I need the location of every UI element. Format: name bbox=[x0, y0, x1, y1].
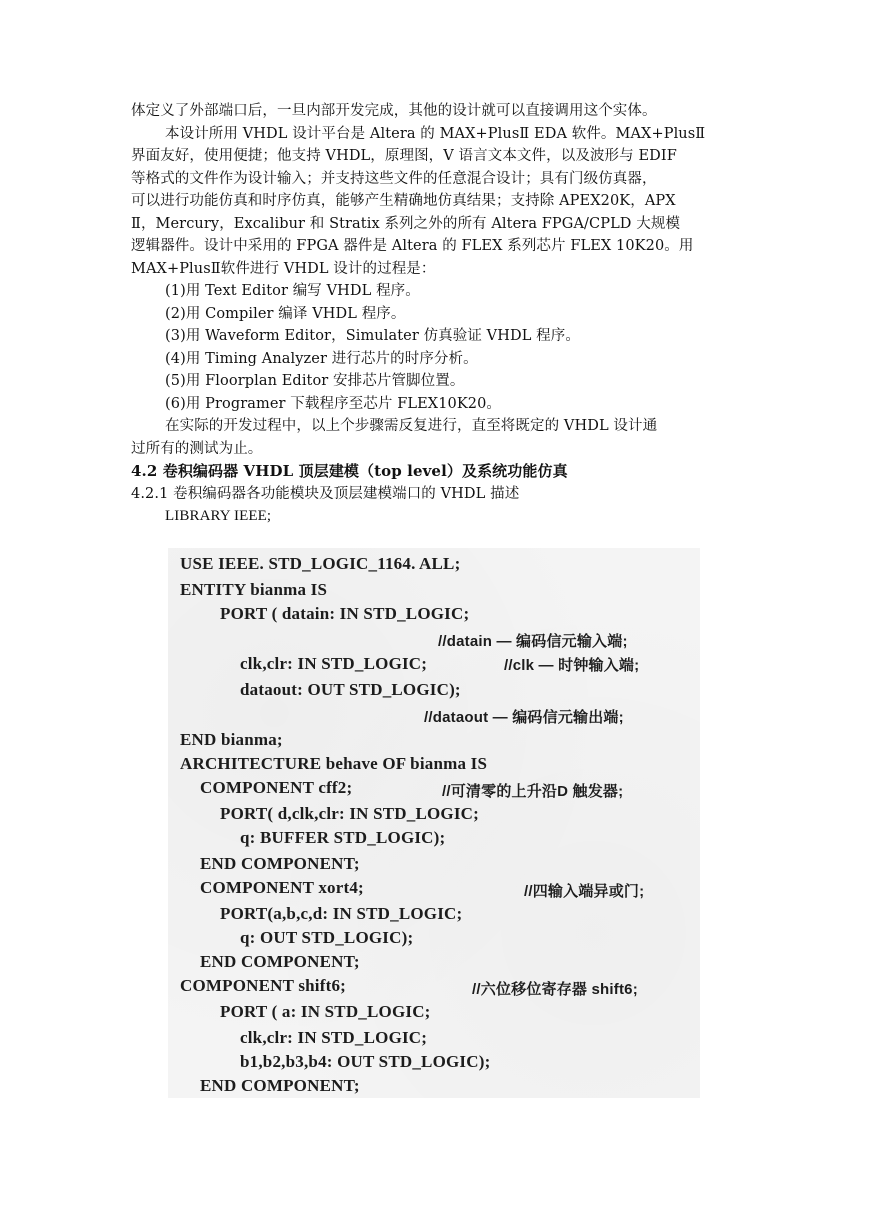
code-line: COMPONENT xort4; bbox=[200, 878, 364, 897]
body-text bbox=[131, 100, 741, 528]
step-item: (3)用 Waveform Editor，Simulater 仿真验证 VHDL 程序。 bbox=[165, 328, 580, 344]
code-comment: //clk — 时钟输入端; bbox=[504, 657, 640, 674]
code-comment: //dataout — 编码信元输出端; bbox=[424, 709, 624, 726]
code-listing-image bbox=[168, 548, 700, 1098]
code-comment: //可清零的上升沿D 触发器; bbox=[442, 783, 624, 800]
paragraph-line: 可以进行功能仿真和时序仿真，能够产生精确地仿真结果；支持除 APEX20K，APX bbox=[131, 193, 676, 209]
code-line: PORT(a,b,c,d: IN STD_LOGIC; bbox=[220, 904, 463, 923]
code-comment: //datain — 编码信元输入端; bbox=[438, 633, 628, 650]
code-line: ENTITY bianma IS bbox=[180, 580, 328, 599]
step-item: (2)用 Compiler 编译 VHDL 程序。 bbox=[165, 305, 406, 322]
paragraph-line: 本设计所用 VHDL 设计平台是 Altera 的 MAX+PlusⅡ EDA 软件。MAX+PlusⅡ bbox=[165, 125, 706, 142]
paragraph-line: 在实际的开发过程中，以上个步骤需反复进行，直至将既定的 VHDL 设计通 bbox=[165, 418, 658, 434]
paragraph-line: MAX+PlusⅡ软件进行 VHDL 设计的过程是： bbox=[131, 260, 436, 277]
paragraph-line: 界面友好，使用便捷；他支持 VHDL，原理图，V 语言文本文件，以及波形与 EDIF bbox=[131, 148, 677, 164]
section-heading: 4.2 卷积编码器 VHDL 顶层建模（top level）及系统功能仿真 bbox=[131, 462, 568, 480]
step-item: (4)用 Timing Analyzer 进行芯片的时序分析。 bbox=[165, 350, 478, 367]
code-line: clk,clr: IN STD_LOGIC; bbox=[240, 1028, 428, 1047]
code-line: COMPONENT cff2; bbox=[200, 778, 353, 797]
paragraph-line: 等格式的文件作为设计输入；并支持这些文件的任意混合设计；具有门级仿真器， bbox=[131, 170, 657, 187]
code-comment: //四输入端异或门; bbox=[524, 883, 645, 900]
code-line: ARCHITECTURE behave OF bianma IS bbox=[180, 754, 488, 773]
code-line: END bianma; bbox=[180, 730, 283, 749]
code-line: PORT ( datain: IN STD_LOGIC; bbox=[220, 604, 470, 623]
subsection-heading: 4.2.1 卷积编码器各功能模块及顶层建模端口的 VHDL 描述 bbox=[131, 485, 520, 502]
paragraph-line: 过所有的测试为止。 bbox=[131, 440, 263, 457]
code-line: END COMPONENT; bbox=[200, 1076, 360, 1095]
code-line: END COMPONENT; bbox=[200, 952, 360, 971]
code-line: PORT ( a: IN STD_LOGIC; bbox=[220, 1002, 431, 1021]
paragraph-line: 体定义了外部端口后，一旦内部开发完成，其他的设计就可以直接调用这个实体。 bbox=[131, 103, 657, 119]
code-line: END COMPONENT; bbox=[200, 854, 360, 873]
step-item: (1)用 Text Editor 编写 VHDL 程序。 bbox=[165, 283, 420, 299]
code-line: USE IEEE. STD_LOGIC_1164. ALL; bbox=[180, 554, 461, 573]
code-line: PORT( d,clk,clr: IN STD_LOGIC; bbox=[220, 804, 479, 823]
code-line: q: OUT STD_LOGIC); bbox=[240, 928, 414, 947]
step-item: (6)用 Programer 下载程序至芯片 FLEX10K20。 bbox=[165, 395, 502, 412]
code-comment: //六位移位寄存器 shift6; bbox=[472, 981, 638, 998]
step-item: (5)用 Floorplan Editor 安排芯片管脚位置。 bbox=[165, 373, 465, 389]
code-line: q: BUFFER STD_LOGIC); bbox=[240, 828, 446, 847]
library-line: LIBRARY IEEE; bbox=[165, 508, 272, 524]
code-line: COMPONENT shift6; bbox=[180, 976, 347, 995]
code-line: dataout: OUT STD_LOGIC); bbox=[240, 680, 461, 699]
paragraph-line: Ⅱ，Mercury，Excalibur 和 Stratix 系列之外的所有 Altera FPGA/CPLD 大规模 bbox=[131, 215, 681, 232]
code-line: clk,clr: IN STD_LOGIC; bbox=[240, 654, 428, 673]
paragraph-line: 逻辑器件。设计中采用的 FPGA 器件是 Altera 的 FLEX 系列芯片 FLEX 10K20。用 bbox=[131, 238, 694, 254]
code-line: b1,b2,b3,b4: OUT STD_LOGIC); bbox=[240, 1052, 491, 1071]
